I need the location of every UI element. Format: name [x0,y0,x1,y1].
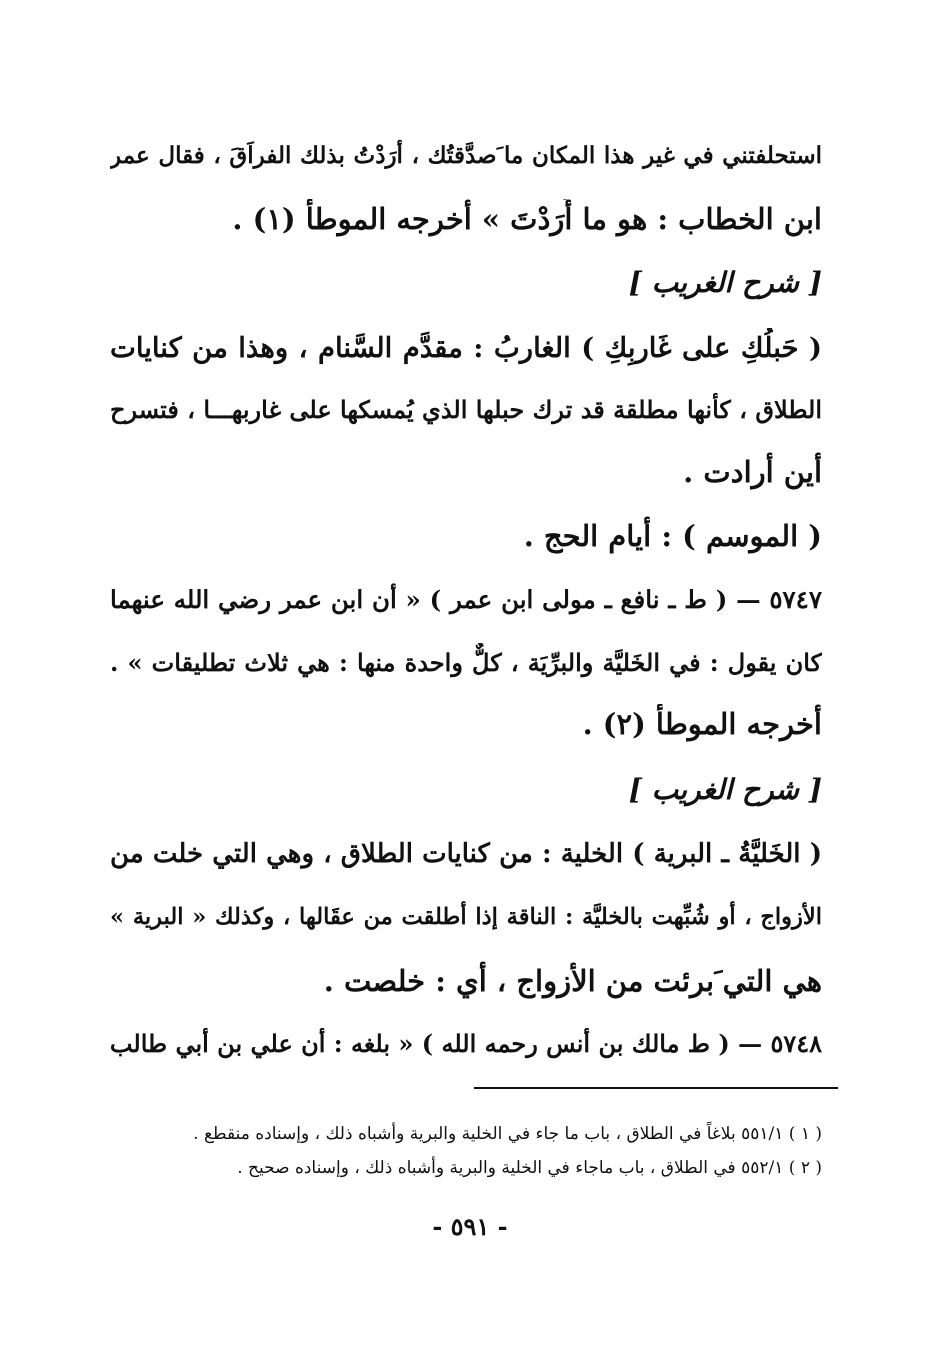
text-line-4: ( حَبلُكِ على غَاربِكِ ) الغاربُ : مقدَّم السَّنام ، وهذا من كنايات [110,332,822,364]
hadith-5747-line-2: كان يقول : في الخَليَّة والبرِّيَة ، كلٌّ واحدة منها : هي ثلاث تطليقات » . [110,648,822,677]
hadith-5748-line-1: ٥٧٤٨ — ( ط مالك بن أنس رحمه الله ) « بلغه : أن علي بن أبي طالب [110,1029,822,1058]
footnote-separator [474,1087,838,1089]
hadith-5747-line-3: أخرجه الموطأ (٢) . [582,707,822,741]
text-line-6: أين أرادت . [683,455,822,489]
text-line-2: ابن الخطاب : هو ما أَرَدْتَ » أخرجه الموطأ (١) . [232,202,822,236]
footnote-1: ( ١ ) ٥٥١/١ بلاغاً في الطلاق ، باب ما جاء في الخلية والبرية وأشباه ذلك ، وإسناده منقطع . [193,1124,822,1144]
section-heading-gharib-1: [ شرح الغريب ] [628,266,822,299]
section-heading-gharib-2: [ شرح الغريب ] [628,773,822,806]
text-line-13: الأزواج ، أو شُبِّهت بالخليَّة : الناقة إذا أطلقت من عقَالها ، وكذلك « البرية » [110,904,822,930]
page-number: - ٥٩١ - [432,1212,508,1241]
hadith-5747-line-1: ٥٧٤٧ — ( ط ـ نافع ـ مولى ابن عمر ) « أن ابن عمر رضي الله عنهما [110,585,822,614]
footnote-2: ( ٢ ) ٥٥٢/١ في الطلاق ، باب ماجاء في الخلية والبرية وأشباه ذلك ، وإسناده صحيح . [237,1158,822,1178]
text-line-1: استحلفتني في غير هذا المكان ما َصدَّقتُك ، أرَدْتُ بذلك الفراَقَ ، فقال عمر [110,142,822,169]
text-line-14: هي التي َبرئت من الأزواج ، أي : خلصت . [323,964,822,998]
text-line-7: ( الموسم ) : أيام الحج . [523,519,822,553]
text-line-5: الطلاق ، كأنها مطلقة قد ترك حبلها الذي يُمسكها على غاربهـــا ، فتسرح [110,395,822,424]
text-line-12: ( الخَليَّةُ ـ البرية ) الخلية : من كنايات الطلاق ، وهي التي خلت من [110,839,822,869]
